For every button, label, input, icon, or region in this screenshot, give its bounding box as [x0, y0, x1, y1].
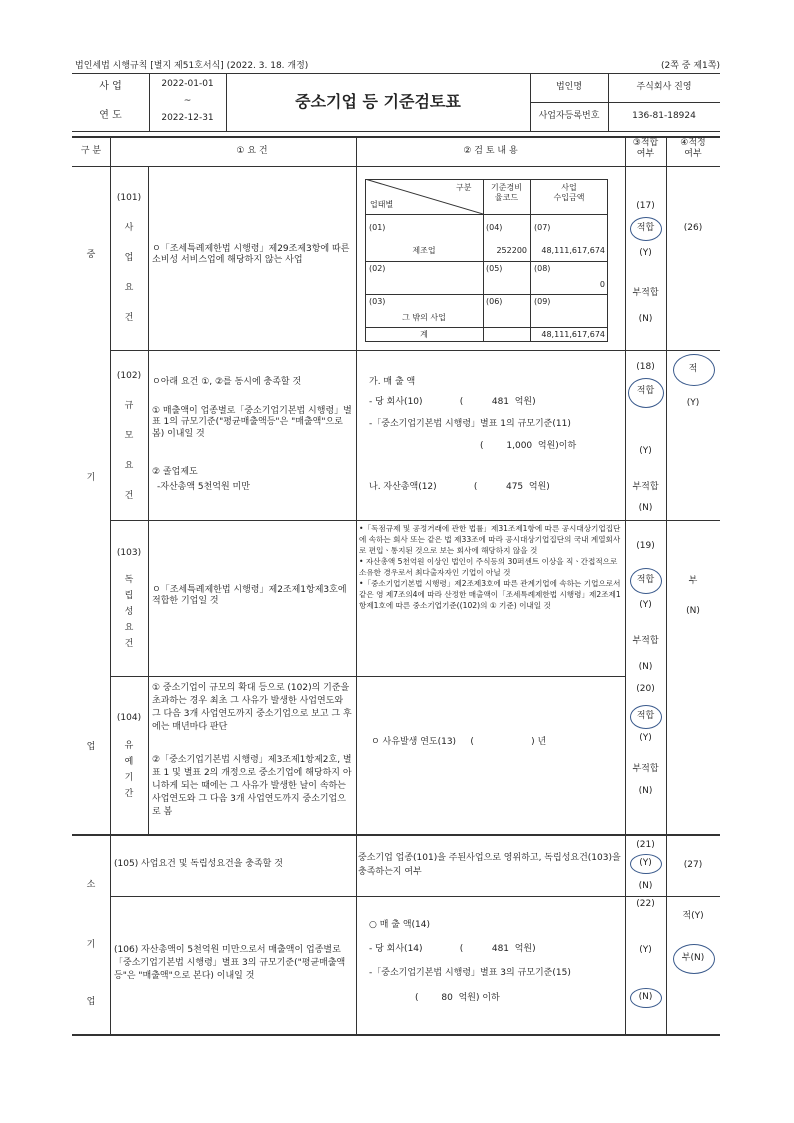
col-fit4: ④적정 여부: [680, 138, 706, 160]
r106-fit-code: (22): [636, 899, 655, 909]
r103-unfit-n: (N): [638, 662, 653, 672]
r102-req2: ① 매출액이 업종별로「중소기업기본법 시행령」별표 1의 규모기준("평균매출액등"은 "매출액"으로 봄) 이내일 것: [152, 406, 352, 439]
r104-v2: 기: [124, 773, 134, 783]
r102-col4: 적: [688, 364, 698, 374]
r102-rv2: - 당 회사(10) ( 481 억원): [369, 397, 536, 407]
r101-unfit: 부적합: [632, 288, 659, 298]
r101-v2: 요: [124, 283, 134, 293]
r104-v3: 간: [124, 789, 134, 799]
r106-col4-unfit: 부(N): [681, 953, 705, 963]
col-requirements: ① 요 건: [236, 146, 268, 156]
r101-v0: 사: [124, 223, 134, 233]
r104-req2: ②「중소기업기본법 시행령」제3조제1항제2호, 별표 1 및 별표 2의 개정으로 중소기업에 해당하지 아니하게 되는 때에는 그 사유가 발생한 날이 속하는 사업연도와 그 다음 3개 사업연도까지 중소기업으로 봄: [152, 755, 352, 818]
r105-fit-code: (21): [636, 840, 655, 850]
r104-fit-code: (20): [636, 684, 655, 694]
r101-fit-y: (Y): [639, 248, 652, 258]
r105-requirement: (105) 사업요건 및 독립성요건을 충족할 것: [114, 859, 283, 869]
r101-unfit-n: (N): [638, 314, 653, 324]
r105-col4: (27): [683, 860, 703, 870]
r104-fit-y: (Y): [639, 733, 652, 743]
r102-col4-y: (Y): [686, 398, 700, 408]
corp-value: 주식회사 진영: [636, 82, 692, 92]
r102-unfit: 부적합: [632, 482, 659, 492]
tbl-r2a: (02): [369, 264, 386, 273]
tbl-r3name: 그 밖의 사업: [402, 313, 446, 322]
r103-col4-n: (N): [686, 606, 700, 616]
r106-requirement: (106) 자산총액이 5천억원 미만으로서 매출액이 업종별로「중소기업기본법 시행령」별표 3의 규모기준("평균매출액등"은 "매출액"으로 본다) 이내일 것: [114, 945, 346, 982]
r103-col4: 부: [688, 576, 698, 586]
biz-label: 사 업: [99, 81, 122, 92]
tbl-r1c: (07): [534, 223, 551, 232]
r101-code: (101): [116, 193, 142, 203]
col-gubun: 구 분: [80, 146, 102, 156]
col-fit3: ③적합 여부: [632, 138, 659, 160]
r104-unfit: 부적합: [632, 764, 659, 774]
r101-fit: 적합: [636, 223, 655, 233]
r104-review: ㅇ 사유발생 연도(13) ( ) 년: [371, 737, 547, 747]
r105-review: 중소기업 업종(101)을 주된사업으로 영위하고, 독립성요건(103)을 충족하는지 여부: [358, 853, 621, 877]
r104-code: (104): [116, 713, 142, 723]
r102-v0: 규: [124, 401, 134, 411]
tbl-col3: 사업 수입금액: [553, 183, 585, 202]
r106-fit-y: (Y): [639, 945, 652, 955]
tbl-col1: 구분: [456, 183, 472, 192]
r101-col4: (26): [683, 223, 703, 233]
reg-value: 136-81-18924: [632, 111, 696, 121]
tbl-col1b: 업태별: [370, 200, 394, 209]
tbl-col2: 기준경비 율코드: [491, 183, 522, 202]
r103-fit-y: (Y): [639, 600, 652, 610]
side-jung: 중: [86, 250, 96, 260]
r103-requirement: ㅇ「조세특례제한법 시행령」제2조제1항제3호에 적합한 기업일 것: [152, 585, 347, 607]
r103-code: (103): [116, 548, 142, 558]
tbl-r1b: (04): [486, 223, 503, 232]
r104-v0: 유: [124, 741, 134, 751]
r102-code: (102): [116, 371, 142, 381]
r101-v1: 업: [124, 253, 134, 263]
r103-review: •「독점규제 및 공정거래에 관한 법률」제31조제1항에 따른 공시대상기업집단에 속하는 회사 또는 같은 법 제33조에 따라 공시대상기업집단의 국내 계열회사로 편입ㆍ통지된 것으로 보는 회사에 해당하지 않을 것 • 자산총액 5천억원 이상인 법인이 주식등의 30퍼센트 이상을 직ㆍ간접적으로 소유한 경우로서 최다출자자인 기업이 아닐 것 •「중소기업기본법 시행령」제2조제3호에 따른 관계기업에 속하는 기업으로서 같은 영 제7조의4에 따라 산정한 매출액이「조세특례제한법 시행령」제2조제1항제1호에 따른 중소기업기준((102)의 ① 기준) 이내일 것: [359, 524, 621, 610]
r103-v0: 독: [124, 575, 134, 585]
side-gi2: 기: [86, 940, 96, 950]
r102-req4: -자산총액 5천억원 미만: [157, 482, 250, 492]
date-from: 2022-01-01: [161, 79, 214, 89]
r106-unfit-n: (N): [638, 992, 653, 1002]
r103-unfit: 부적합: [632, 636, 659, 646]
tbl-r2amt: 0: [599, 280, 605, 289]
r103-v3: 요: [124, 623, 134, 633]
r105-fit-y: (Y): [639, 858, 652, 868]
side-so: 소: [86, 880, 96, 890]
r102-fit: 적합: [636, 386, 655, 396]
tbl-r1a: (01): [369, 223, 386, 232]
r106-col4-fit: 적(Y): [682, 911, 704, 921]
r101-v3: 건: [124, 313, 134, 323]
r101-fit-code: (17): [636, 201, 655, 211]
r102-req1: ㅇ아래 요건 ①, ②를 동시에 충족할 것: [152, 377, 302, 387]
year-label: 연 도: [99, 110, 122, 121]
r102-rv4: ( 1,000 억원)이하: [480, 441, 577, 451]
side-gi: 기: [86, 473, 96, 483]
tbl-r2c: (08): [534, 264, 551, 273]
tbl-r1code: 252200: [496, 246, 527, 255]
r104-req1: ① 중소기업이 규모의 확대 등으로 (102)의 기준을 초과하는 경우 최초 그 사유가 발생한 사업연도와 그 다음 3개 사업연도까지 중소기업으로 보고 그 후에는 매년마다 판단: [152, 683, 352, 733]
form-title: 중소기업 등 기준검토표: [295, 92, 461, 111]
corp-label: 법인명: [555, 82, 583, 92]
tbl-r3a: (03): [369, 297, 386, 306]
r105-unfit-n: (N): [638, 881, 653, 891]
r102-v2: 요: [124, 461, 134, 471]
r106-rv1: ○ 매 출 액(14): [369, 920, 430, 930]
r103-fit: 적합: [636, 575, 655, 585]
r104-v1: 예: [124, 757, 134, 767]
r104-unfit-n: (N): [638, 786, 653, 796]
r103-fit-code: (19): [636, 541, 655, 551]
side-eop2: 업: [86, 997, 96, 1007]
r102-rv1: 가. 매 출 액: [369, 377, 416, 387]
reg-label: 사업자등록번호: [538, 111, 600, 121]
r102-rv3: -「중소기업기본법 시행령」별표 1의 규모기준(11): [369, 419, 571, 429]
r101-requirement: ㅇ「조세특례제한법 시행령」제29조제3항에 따른 소비성 서비스업에 해당하지 않는 사업: [152, 244, 350, 266]
page-indicator: (2쪽 중 제1쪽): [661, 61, 720, 71]
tbl-r1amt: 48,111,617,674: [541, 246, 605, 255]
col-review: ② 검 토 내 용: [463, 146, 518, 156]
tbl-total-amt: 48,111,617,674: [541, 330, 605, 339]
r103-v1: 립: [124, 591, 134, 601]
r104-fit: 적합: [636, 711, 655, 721]
r102-v3: 건: [124, 491, 134, 501]
tbl-r2b: (05): [486, 264, 503, 273]
r106-rv4: ( 80 억원) 이하: [415, 993, 500, 1003]
r106-rv3: -「중소기업기본법 시행령」별표 3의 규모기준(15): [369, 968, 571, 978]
tbl-r3c: (09): [534, 297, 551, 306]
r103-v4: 건: [124, 639, 134, 649]
r103-v2: 성: [124, 607, 134, 617]
side-eop: 업: [86, 742, 96, 752]
tbl-total-label: 계: [420, 330, 428, 339]
form-reference: 법인세법 시행규칙 [별지 제51호서식] (2022. 3. 18. 개정): [75, 61, 309, 71]
r102-fit-code: (18): [636, 362, 655, 372]
date-tilde: ~: [183, 96, 192, 106]
r102-unfit-n: (N): [638, 503, 653, 513]
date-to: 2022-12-31: [161, 113, 214, 123]
r102-rv5: 나. 자산총액(12) ( 475 억원): [369, 482, 550, 492]
tbl-r3b: (06): [486, 297, 503, 306]
r102-v1: 모: [124, 431, 134, 441]
r102-fit-y: (Y): [639, 446, 652, 456]
tbl-r1name: 제조업: [412, 246, 436, 255]
r102-req3: ② 졸업제도: [152, 467, 198, 477]
r106-rv2: - 당 회사(14) ( 481 억원): [369, 944, 536, 954]
